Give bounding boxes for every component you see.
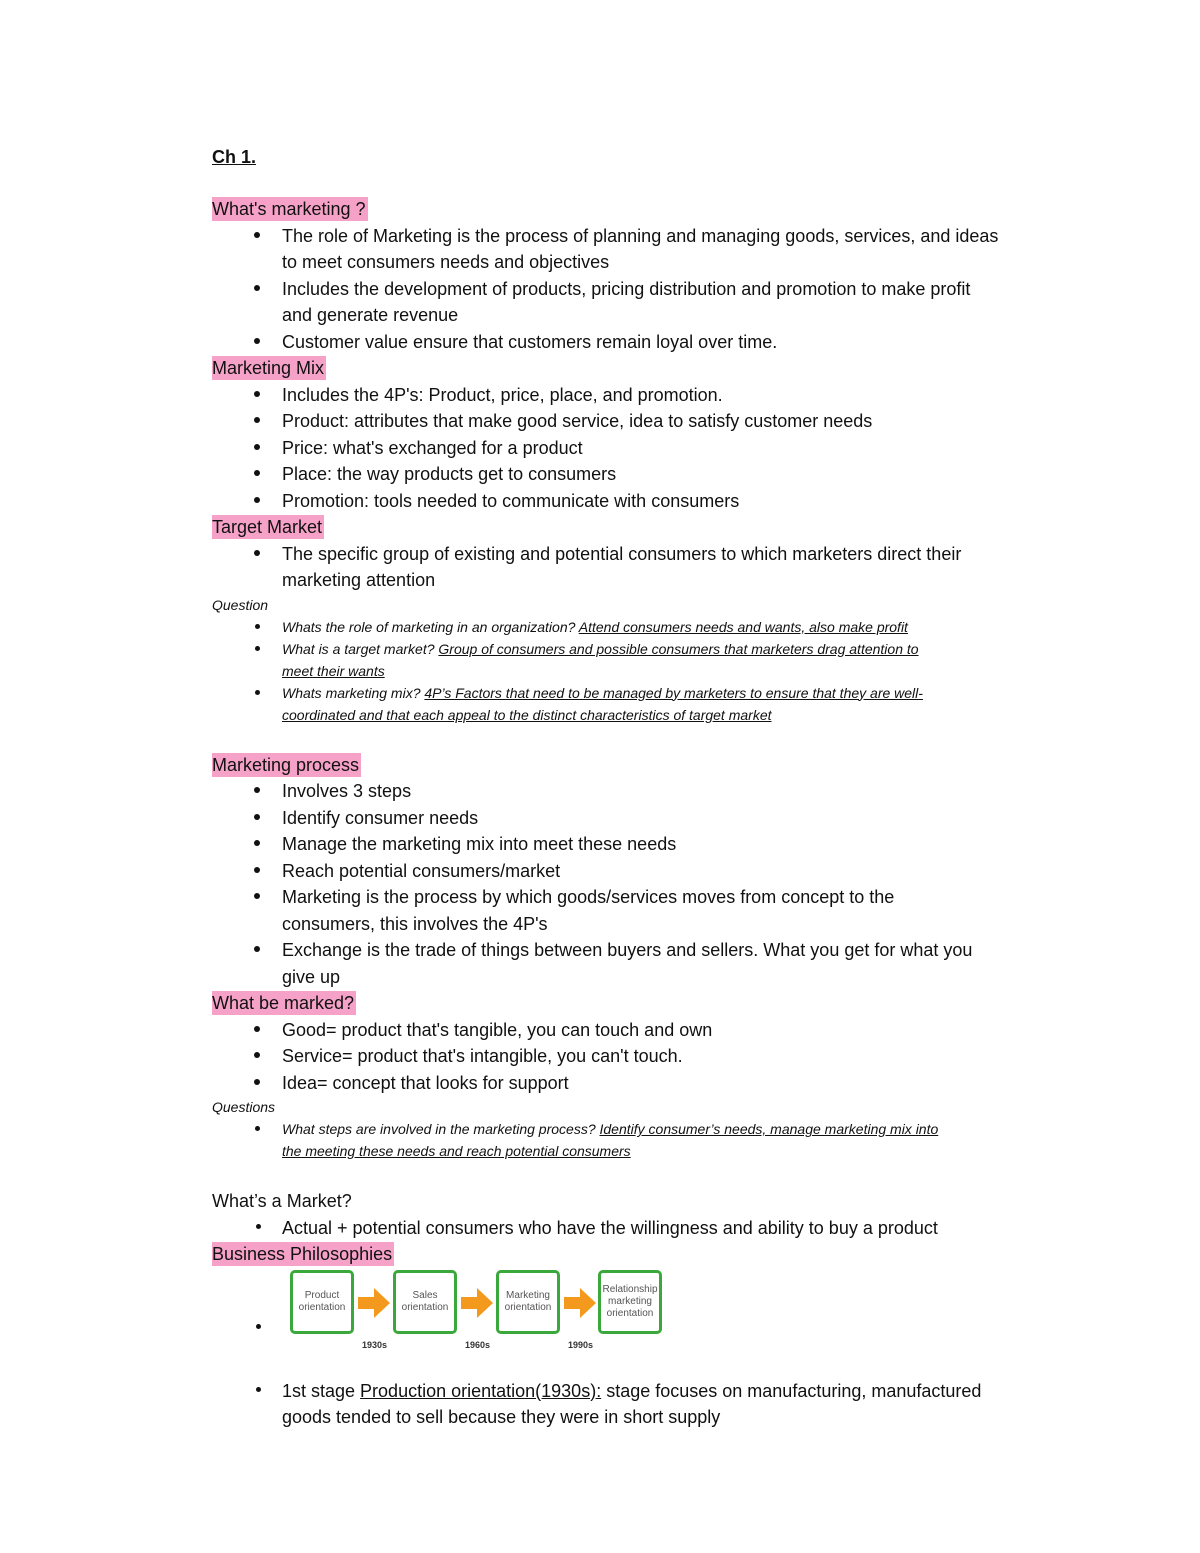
- list-item: Product: attributes that make good service, idea to satisfy customer needs: [212, 408, 1072, 435]
- marketing-process-list: [212, 778, 1072, 990]
- list-item: Idea= concept that looks for support: [212, 1070, 1072, 1097]
- arrow-right-icon: [461, 1288, 493, 1318]
- bullet-dot: [256, 1324, 261, 1329]
- list-item: Promotion: tools needed to communicate with consumers: [212, 488, 1072, 515]
- target-market-list: [212, 541, 1072, 594]
- question-item: What steps are involved in the marketing process? Identify consumer’s needs, manage marketing mix into the meeting these needs and reach potential consumers: [212, 1118, 1072, 1162]
- business-philosophies-list: [212, 1378, 1072, 1431]
- questions-list: [212, 1118, 1072, 1162]
- list-item: The role of Marketing is the process of planning and managing goods, services, and ideas to meet consumers needs and objectives: [212, 223, 1072, 276]
- question-item: Whats the role of marketing in an organization? Attend consumers needs and wants, also make profit: [212, 616, 1072, 638]
- what-be-marked-list: [212, 1017, 1072, 1097]
- list-item: Manage the marketing mix into meet these needs: [212, 831, 1072, 858]
- list-item: Reach potential consumers/market: [212, 858, 1072, 885]
- decade-label: 1960s: [465, 1339, 491, 1350]
- list-item: The specific group of existing and potential consumers to which marketers direct their marketing attention: [212, 541, 1072, 594]
- diagram-box-relationship-marketing-orientation: Relationship marketing orientation: [598, 1270, 662, 1334]
- arrow-right-icon: [358, 1288, 390, 1318]
- business-philosophies-diagram: [212, 1268, 1072, 1378]
- spacer: [212, 1162, 1072, 1188]
- diagram-box-sales-orientation: Sales orientation: [393, 1270, 457, 1334]
- diagram-box-marketing-orientation: Marketing orientation: [496, 1270, 560, 1334]
- decade-label: 1930s: [362, 1339, 388, 1350]
- question-list: [212, 616, 1072, 726]
- section-heading-whats-marketing: What's marketing ?: [212, 199, 366, 219]
- arrow-right-icon: [564, 1288, 596, 1318]
- question-item: Whats marketing mix? 4P’s Factors that need to be managed by marketers to ensure that they are well- coordinated and that each appeal to the distinct characteristics of target market: [212, 682, 1072, 726]
- spacer: [212, 726, 1072, 752]
- section-heading-whats-a-market: What’s a Market?: [212, 1191, 352, 1211]
- marketing-mix-list: [212, 382, 1072, 515]
- chapter-title: Ch 1.: [212, 147, 257, 167]
- question-label: Question: [212, 596, 269, 613]
- list-item: Includes the 4P's: Product, price, place, and promotion.: [212, 382, 1072, 409]
- question-item: What is a target market? Group of consumers and possible consumers that marketers drag attention to meet their wants: [212, 638, 1072, 682]
- list-item: Customer value ensure that customers remain loyal over time.: [212, 329, 1072, 356]
- list-item: Service= product that's intangible, you can't touch.: [212, 1043, 1072, 1070]
- list-item: Involves 3 steps: [212, 778, 1072, 805]
- section-heading-target-market: Target Market: [212, 517, 323, 537]
- list-item: Exchange is the trade of things between buyers and sellers. What you get for what you give up: [212, 937, 1072, 990]
- questions-label: Questions: [212, 1099, 276, 1115]
- list-item: Good= product that's tangible, you can touch and own: [212, 1017, 1072, 1044]
- whats-a-market-list: [212, 1215, 1072, 1242]
- list-item: Price: what's exchanged for a product: [212, 435, 1072, 462]
- diagram-box-product-orientation: Product orientation: [290, 1270, 354, 1334]
- list-item: Includes the development of products, pricing distribution and promotion to make profit and generate revenue: [212, 276, 1072, 329]
- section-heading-what-be-marked: What be marked?: [212, 993, 355, 1013]
- list-item: Place: the way products get to consumers: [212, 461, 1072, 488]
- document-page: [212, 144, 1072, 1431]
- list-item: Actual + potential consumers who have the willingness and ability to buy a product: [212, 1215, 1072, 1242]
- decade-label: 1990s: [568, 1339, 594, 1350]
- list-item: Marketing is the process by which goods/services moves from concept to the consumers, this involves the 4P's: [212, 884, 1072, 937]
- spacer: [212, 170, 1072, 196]
- section-heading-marketing-process: Marketing process: [212, 754, 360, 775]
- list-item: Identify consumer needs: [212, 805, 1072, 832]
- whats-marketing-list: [212, 223, 1072, 356]
- list-item: 1st stage Production orientation(1930s): stage focuses on manufacturing, manufactured goods tended to sell because they were in short supply: [212, 1378, 1072, 1431]
- section-heading-marketing-mix: Marketing Mix: [212, 358, 325, 378]
- section-heading-business-philosophies: Business Philosophies: [212, 1244, 393, 1264]
